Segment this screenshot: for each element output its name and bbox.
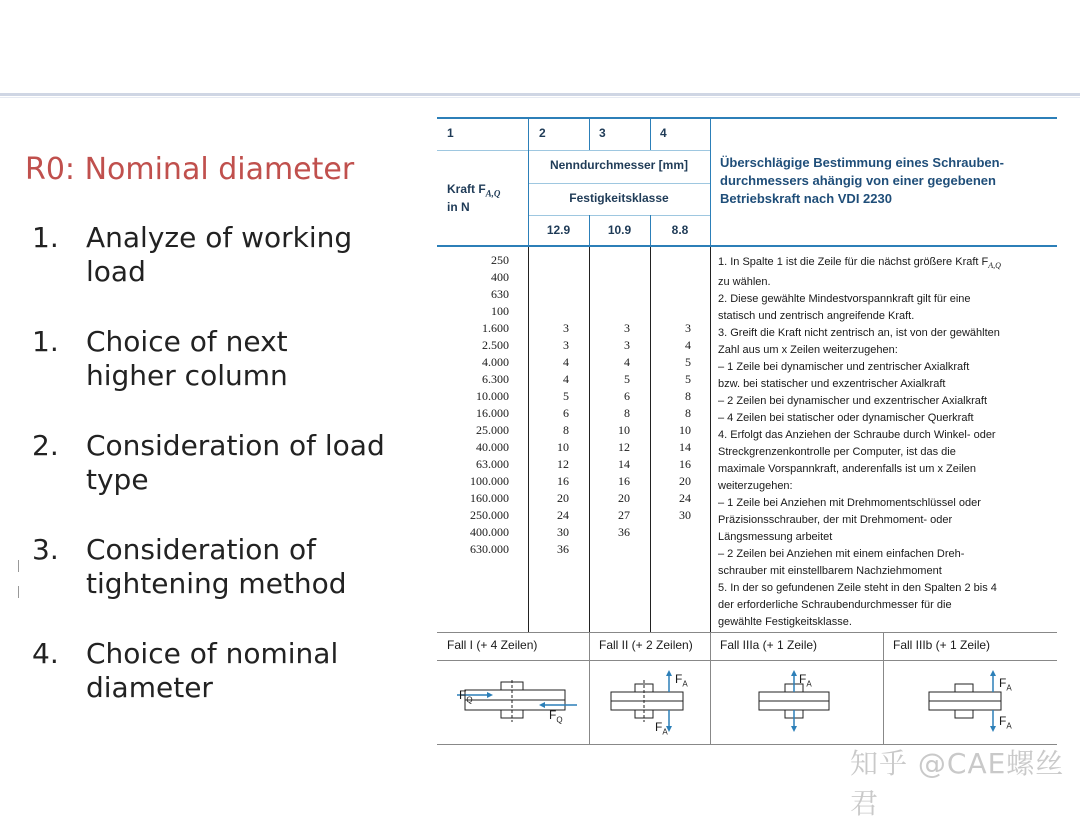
diameter-8-8 (651, 252, 691, 269)
fa-label-top (999, 676, 1012, 692)
fa-text: F (799, 672, 807, 686)
note-line (718, 325, 1048, 342)
note-line (718, 546, 1048, 563)
fa-text: F (655, 720, 663, 734)
diameter-12-9: 12 (557, 457, 569, 471)
title-divider-shadow (0, 97, 1080, 98)
step-number: 3. (32, 533, 59, 566)
diameter-8-8: 4 (685, 338, 691, 352)
note-text: 5. In der so gefundenen Zeile steht in den Spalten 2 bis 4 (718, 582, 997, 595)
diameter-10-9: 12 (618, 440, 630, 454)
diameter-8-8 (651, 286, 691, 303)
step-item (32, 637, 412, 705)
diameter-10-9: 8 (624, 406, 630, 420)
diameter-12-9: 8 (563, 423, 569, 437)
fq-sub: Q (556, 715, 563, 725)
diameter-12-9 (529, 286, 569, 303)
step-text: Analyze of working load (86, 221, 353, 288)
title-line: Betriebskraft nach VDI 2230 (720, 191, 892, 206)
force-value: 160.000 (470, 491, 509, 505)
fa-label-top (799, 672, 812, 688)
diameter-10-9: 5 (624, 372, 630, 386)
diameter-10-9: 27 (618, 508, 630, 522)
fa-sub: A (1006, 721, 1012, 731)
step-text: Consideration of tightening method (86, 533, 347, 600)
slide-heading: R0: Nominal diameter (25, 152, 355, 187)
note-text: Streckgrenzenkontrolle per Computer, ist das die (718, 446, 956, 459)
note-line (718, 495, 1048, 512)
diameter-12-9: 6 (563, 406, 569, 420)
note-text: zu wählen. (718, 276, 771, 289)
step-item (32, 221, 412, 289)
force-label-sub: A,Q (485, 188, 501, 199)
diameter-10-9 (590, 286, 630, 303)
diameter-8-8: 8 (685, 389, 691, 403)
note-text: Längsmessung arbeitet (718, 531, 833, 544)
step-number: 1. (32, 325, 59, 358)
step-number: 1. (32, 221, 59, 254)
note-text: Präzisionsschrauber, der mit Drehmoment- oder (718, 514, 953, 527)
nenndurchmesser-header: Nenndurchmesser [mm] (549, 158, 689, 172)
note-text: – 1 Zeile bei Anziehen mit Drehmomentschlüssel oder (718, 497, 981, 510)
diameter-12-9: 10 (557, 440, 569, 454)
force-value: 250 (491, 253, 509, 267)
diameter-12-9: 3 (563, 338, 569, 352)
diameter-10-9: 36 (618, 525, 630, 539)
col-number: 2 (539, 126, 546, 140)
step-item (32, 533, 412, 601)
diameter-8-8: 10 (679, 423, 691, 437)
diameter-8-8: 30 (679, 508, 691, 522)
diameter-8-8 (651, 541, 691, 558)
note-text: 1. In Spalte 1 ist die Zeile für die nächst größere Kraft F (718, 256, 989, 268)
fq-label-left (459, 688, 473, 704)
fa-label-top (675, 672, 688, 688)
diameter-8-8 (651, 524, 691, 541)
step-number: 4. (32, 637, 59, 670)
case-3b-label: Fall IIIb (+ 1 Zeile) (893, 638, 991, 652)
note-text: 4. Erfolgt das Anziehen der Schraube durch Winkel- oder (718, 429, 996, 442)
diameter-8-8: 20 (679, 474, 691, 488)
note-line (718, 580, 1048, 597)
note-text: – 1 Zeile bei dynamischer und zentrischer Axialkraft (718, 361, 970, 374)
rule (437, 632, 1057, 633)
title-line: durchmessers ahängig von einer gegebenen (720, 173, 996, 188)
diameter-10-9: 6 (624, 389, 630, 403)
force-value: 10.000 (476, 389, 509, 403)
note-line (718, 461, 1048, 478)
rule (437, 660, 1057, 661)
diameter-12-9: 4 (563, 355, 569, 369)
diameter-12-9 (529, 303, 569, 320)
force-value: 6.300 (482, 372, 509, 386)
fa-label-bottom (655, 720, 668, 736)
diameter-12-9: 16 (557, 474, 569, 488)
note-text: weiterzugehen: (718, 480, 793, 493)
diameter-8-8 (651, 269, 691, 286)
diameter-12-9 (529, 269, 569, 286)
note-line (718, 444, 1048, 461)
fa-text: F (999, 676, 1007, 690)
diameter-12-9: 3 (563, 321, 569, 335)
diameter-12-9: 30 (557, 525, 569, 539)
col-number: 4 (660, 126, 667, 140)
note-text: statisch und zentrisch angreifende Kraft. (718, 310, 915, 323)
force-value: 100.000 (470, 474, 509, 488)
fq-text: F (549, 708, 557, 722)
column-8-8 (651, 252, 691, 558)
diameter-12-9: 36 (557, 542, 569, 556)
note-text: maximale Vorspannkraft, anderenfalls ist um x Zeilen (718, 463, 977, 476)
step-list (32, 221, 412, 741)
diameter-8-8: 5 (685, 372, 691, 386)
centric-dynamic-diagram (755, 670, 835, 732)
eccentric-static-diagram (927, 670, 1007, 732)
note-line (718, 359, 1048, 376)
diameter-12-9: 24 (557, 508, 569, 522)
header-bottom-rule (437, 245, 1057, 247)
diameter-8-8: 24 (679, 491, 691, 505)
title-divider (0, 93, 1080, 96)
step-number: 2. (32, 429, 59, 462)
fa-sub: A (806, 679, 812, 689)
note-text: gewählte Festigkeitsklasse. (718, 616, 852, 629)
col-rule (710, 632, 711, 744)
diameter-10-9 (590, 252, 630, 269)
fa-label-bottom (999, 714, 1012, 730)
force-value: 250.000 (470, 508, 509, 522)
column-10-9 (590, 252, 630, 558)
fq-sub: Q (466, 695, 473, 705)
case-2-label: Fall II (+ 2 Zeilen) (599, 638, 693, 652)
class-8-8: 8.8 (671, 223, 689, 237)
note-text: – 4 Zeilen bei statischer oder dynamischer Querkraft (718, 412, 974, 425)
table-title (720, 154, 1004, 208)
note-line (718, 410, 1048, 427)
note-text: – 2 Zeilen bei dynamischer und exzentrischer Axialkraft (718, 395, 988, 408)
step-text: Choice of nominal diameter (86, 637, 339, 704)
note-text: – 2 Zeilen bei Anziehen mit einem einfachen Dreh- (718, 548, 965, 561)
note-text: schrauber mit einstellbarem Nachziehmoment (718, 565, 942, 578)
force-value: 400 (491, 270, 509, 284)
col-number: 1 (447, 126, 454, 140)
diameter-10-9 (590, 541, 630, 558)
case-1-label: Fall I (+ 4 Zeilen) (447, 638, 538, 652)
column-12-9 (529, 252, 569, 558)
instructions-notes (718, 254, 1048, 631)
force-value: 25.000 (476, 423, 509, 437)
note-line (718, 376, 1048, 393)
fa-sub: A (662, 727, 668, 737)
margin-tick (18, 560, 19, 572)
note-line (718, 614, 1048, 631)
diameter-8-8: 5 (685, 355, 691, 369)
step-item (32, 325, 412, 393)
force-value: 63.000 (476, 457, 509, 471)
col-rule (883, 632, 884, 744)
note-line (718, 274, 1048, 291)
festigkeitsklasse-header: Festigkeitsklasse (569, 191, 669, 205)
force-label-text: Kraft F (447, 182, 486, 196)
note-line (718, 254, 1048, 274)
diameter-10-9: 10 (618, 423, 630, 437)
col-rule (710, 117, 711, 247)
table-top-rule (437, 117, 1057, 119)
diameter-10-9: 20 (618, 491, 630, 505)
rule (437, 150, 710, 151)
col-rule (710, 247, 711, 632)
note-text: Zahl aus um x Zeilen weiterzugehen: (718, 344, 898, 357)
note-line (718, 393, 1048, 410)
class-12-9: 12.9 (546, 223, 571, 237)
note-sub: A,Q (988, 261, 1001, 271)
note-text: 3. Greift die Kraft nicht zentrisch an, ist von der gewählten (718, 327, 1000, 340)
case-3a-label: Fall IIIa (+ 1 Zeile) (720, 638, 818, 652)
diameter-8-8: 8 (685, 406, 691, 420)
note-line (718, 308, 1048, 325)
step-text: Consideration of load type (86, 429, 385, 496)
diameter-8-8: 16 (679, 457, 691, 471)
diameter-10-9: 16 (618, 474, 630, 488)
diameter-10-9: 3 (624, 338, 630, 352)
force-value: 400.000 (470, 525, 509, 539)
fa-sub: A (682, 679, 688, 689)
force-value: 16.000 (476, 406, 509, 420)
diameter-10-9 (590, 269, 630, 286)
col-rule (589, 117, 590, 150)
watermark: 知乎 @CAE螺丝君 (850, 747, 1065, 820)
diameter-10-9 (590, 303, 630, 320)
step-item (32, 429, 412, 497)
note-text: 2. Diese gewählte Mindestvorspannkraft gilt für eine (718, 293, 971, 306)
diameter-8-8 (651, 303, 691, 320)
diameter-10-9: 4 (624, 355, 630, 369)
force-value: 4.000 (482, 355, 509, 369)
note-line (718, 563, 1048, 580)
rule (528, 215, 710, 216)
rule (528, 183, 710, 184)
force-value: 630.000 (470, 542, 509, 556)
note-text: bzw. bei statischer und exzentrischer Axialkraft (718, 378, 946, 391)
diameter-12-9: 20 (557, 491, 569, 505)
force-column (447, 252, 509, 558)
fa-text: F (999, 714, 1007, 728)
col-number: 3 (599, 126, 606, 140)
force-value: 1.600 (482, 321, 509, 335)
fa-sub: A (1006, 683, 1012, 693)
diameter-8-8: 3 (685, 321, 691, 335)
diameter-12-9: 5 (563, 389, 569, 403)
diameter-10-9: 14 (618, 457, 630, 471)
fq-text: F (459, 688, 467, 702)
force-value: 2.500 (482, 338, 509, 352)
note-line (718, 291, 1048, 308)
force-value: 100 (491, 304, 509, 318)
diameter-10-9: 3 (624, 321, 630, 335)
force-value: 40.000 (476, 440, 509, 454)
col-rule (589, 632, 590, 744)
note-line (718, 427, 1048, 444)
fa-text: F (675, 672, 683, 686)
step-text: Choice of next higher column (86, 325, 288, 392)
note-line (718, 342, 1048, 359)
note-line (718, 512, 1048, 529)
diameter-12-9 (529, 252, 569, 269)
vdi-2230-table (437, 114, 1057, 746)
note-line (718, 478, 1048, 495)
fq-label-right (549, 708, 563, 724)
margin-tick (18, 586, 19, 598)
force-value: 630 (491, 287, 509, 301)
title-line: Überschlägige Bestimmung eines Schrauben- (720, 155, 1004, 170)
force-unit: in N (447, 200, 470, 214)
note-line (718, 597, 1048, 614)
diameter-12-9: 4 (563, 372, 569, 386)
note-text: der erforderliche Schraubendurchmesser für die (718, 599, 952, 612)
force-label (447, 182, 500, 198)
diameter-8-8: 14 (679, 440, 691, 454)
note-line (718, 529, 1048, 546)
class-10-9: 10.9 (607, 223, 632, 237)
col-rule (650, 117, 651, 150)
